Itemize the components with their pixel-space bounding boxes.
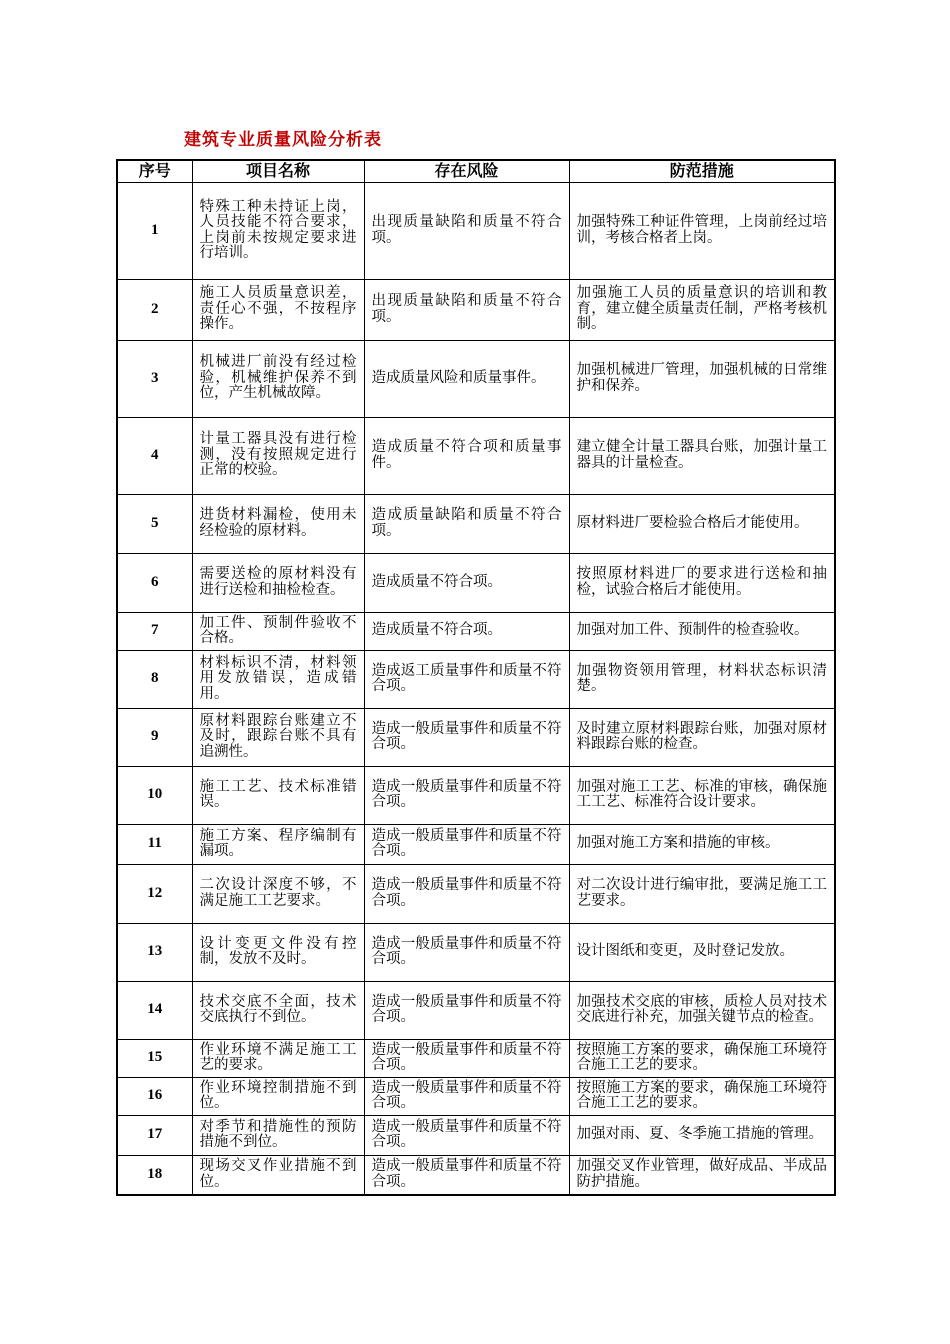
cell-measure: 及时建立原材料跟踪台账，加强对原材料跟踪台账的检查。: [569, 708, 835, 766]
cell-risk: 造成一般质量事件和质量不符合项。: [364, 824, 569, 864]
table-row: [117, 923, 835, 981]
table-row: [117, 1115, 835, 1155]
cell-no: 13: [117, 923, 192, 981]
cell-no: 14: [117, 981, 192, 1039]
cell-no: 11: [117, 824, 192, 864]
cell-no: 16: [117, 1077, 192, 1115]
cell-item-name: 加工件、预制件验收不合格。: [192, 612, 364, 650]
header-no: 序号: [117, 160, 192, 182]
cell-item-name: 需要送检的原材料没有进行送检和抽检检查。: [192, 553, 364, 612]
table-row: [117, 553, 835, 612]
cell-no: 10: [117, 766, 192, 824]
cell-measure: 建立健全计量工器具台账，加强计量工器具的计量检查。: [569, 417, 835, 494]
cell-no: 6: [117, 553, 192, 612]
cell-risk: 造成一般质量事件和质量不符合项。: [364, 708, 569, 766]
cell-risk: 造成质量不符合项。: [364, 553, 569, 612]
cell-no: 7: [117, 612, 192, 650]
cell-measure: 加强交叉作业管理，做好成品、半成品防护措施。: [569, 1155, 835, 1195]
cell-measure: 对二次设计进行编审批，要满足施工工艺要求。: [569, 864, 835, 923]
risk-analysis-table: [116, 159, 836, 1196]
cell-measure: 加强对加工件、预制件的检查验收。: [569, 612, 835, 650]
cell-item-name: 对季节和措施性的预防措施不到位。: [192, 1115, 364, 1155]
cell-risk: 造成一般质量事件和质量不符合项。: [364, 1077, 569, 1115]
table-row: [117, 417, 835, 494]
cell-risk: 造成一般质量事件和质量不符合项。: [364, 981, 569, 1039]
cell-measure: 加强对施工方案和措施的审核。: [569, 824, 835, 864]
table-row: [117, 981, 835, 1039]
table-row: [117, 766, 835, 824]
cell-no: 17: [117, 1115, 192, 1155]
cell-item-name: 施工工艺、技术标准错误。: [192, 766, 364, 824]
cell-item-name: 施工人员质量意识差，责任心不强，不按程序操作。: [192, 279, 364, 340]
cell-no: 15: [117, 1039, 192, 1077]
cell-item-name: 现场交叉作业措施不到位。: [192, 1155, 364, 1195]
header-measure: 防范措施: [569, 160, 835, 182]
cell-risk: 造成一般质量事件和质量不符合项。: [364, 1039, 569, 1077]
cell-measure: 按照施工方案的要求，确保施工环境符合施工工艺的要求。: [569, 1039, 835, 1077]
cell-no: 18: [117, 1155, 192, 1195]
cell-risk: 造成质量缺陷和质量不符合项。: [364, 494, 569, 553]
cell-item-name: 机械进厂前没有经过检验，机械维护保养不到位，产生机械故障。: [192, 340, 364, 417]
cell-risk: 造成一般质量事件和质量不符合项。: [364, 864, 569, 923]
cell-item-name: 计量工器具没有进行检测，没有按照规定进行正常的校验。: [192, 417, 364, 494]
cell-item-name: 技术交底不全面，技术交底执行不到位。: [192, 981, 364, 1039]
cell-measure: 原材料进厂要检验合格后才能使用。: [569, 494, 835, 553]
cell-item-name: 进货材料漏检，使用未经检验的原材料。: [192, 494, 364, 553]
table-row: [117, 494, 835, 553]
table-row: [117, 1077, 835, 1115]
cell-measure: 加强对雨、夏、冬季施工措施的管理。: [569, 1115, 835, 1155]
cell-no: 9: [117, 708, 192, 766]
cell-measure: 加强特殊工种证件管理，上岗前经过培训，考核合格者上岗。: [569, 182, 835, 279]
cell-risk: 造成一般质量事件和质量不符合项。: [364, 1115, 569, 1155]
cell-measure: 加强技术交底的审核，质检人员对技术交底进行补充，加强关键节点的检查。: [569, 981, 835, 1039]
table-row: [117, 182, 835, 279]
cell-no: 12: [117, 864, 192, 923]
cell-measure: 加强施工人员的质量意识的培训和教育，建立健全质量责任制，严格考核机制。: [569, 279, 835, 340]
cell-measure: 加强机械进厂管理，加强机械的日常维护和保养。: [569, 340, 835, 417]
header-risk: 存在风险: [364, 160, 569, 182]
table-row: [117, 340, 835, 417]
cell-no: 2: [117, 279, 192, 340]
cell-measure: 加强对施工工艺、标准的审核，确保施工工艺、标准符合设计要求。: [569, 766, 835, 824]
cell-risk: 造成质量风险和质量事件。: [364, 340, 569, 417]
cell-risk: 造成质量不符合项和质量事件。: [364, 417, 569, 494]
table-row: [117, 279, 835, 340]
cell-no: 3: [117, 340, 192, 417]
table-header-row: [117, 160, 835, 182]
cell-item-name: 设计变更文件没有控制，发放不及时。: [192, 923, 364, 981]
cell-measure: 按照施工方案的要求，确保施工环境符合施工工艺的要求。: [569, 1077, 835, 1115]
cell-measure: 按照原材料进厂的要求进行送检和抽检，试验合格后才能使用。: [569, 553, 835, 612]
cell-no: 4: [117, 417, 192, 494]
cell-no: 5: [117, 494, 192, 553]
table-row: [117, 1039, 835, 1077]
cell-item-name: 特殊工种未持证上岗，人员技能不符合要求，上岗前未按规定要求进行培训。: [192, 182, 364, 279]
cell-item-name: 二次设计深度不够，不满足施工工艺要求。: [192, 864, 364, 923]
cell-risk: 出现质量缺陷和质量不符合项。: [364, 279, 569, 340]
cell-risk: 造成一般质量事件和质量不符合项。: [364, 1155, 569, 1195]
header-item: 项目名称: [192, 160, 364, 182]
table-body: [117, 182, 835, 1195]
table-row: [117, 864, 835, 923]
cell-item-name: 原材料跟踪台账建立不及时，跟踪台账不具有追溯性。: [192, 708, 364, 766]
cell-item-name: 施工方案、程序编制有漏项。: [192, 824, 364, 864]
cell-risk: 造成一般质量事件和质量不符合项。: [364, 766, 569, 824]
cell-measure: 设计图纸和变更，及时登记发放。: [569, 923, 835, 981]
cell-risk: 出现质量缺陷和质量不符合项。: [364, 182, 569, 279]
cell-item-name: 材料标识不清，材料领用发放错误，造成错用。: [192, 650, 364, 708]
cell-risk: 造成质量不符合项。: [364, 612, 569, 650]
table-row: [117, 650, 835, 708]
cell-no: 1: [117, 182, 192, 279]
cell-measure: 加强物资领用管理，材料状态标识清楚。: [569, 650, 835, 708]
cell-risk: 造成一般质量事件和质量不符合项。: [364, 923, 569, 981]
cell-no: 8: [117, 650, 192, 708]
page-title: 建筑专业质量风险分析表: [184, 130, 382, 150]
table-row: [117, 612, 835, 650]
table-row: [117, 824, 835, 864]
cell-item-name: 作业环境不满足施工工艺的要求。: [192, 1039, 364, 1077]
table-row: [117, 708, 835, 766]
cell-item-name: 作业环境控制措施不到位。: [192, 1077, 364, 1115]
table-row: [117, 1155, 835, 1195]
cell-risk: 造成返工质量事件和质量不符合项。: [364, 650, 569, 708]
